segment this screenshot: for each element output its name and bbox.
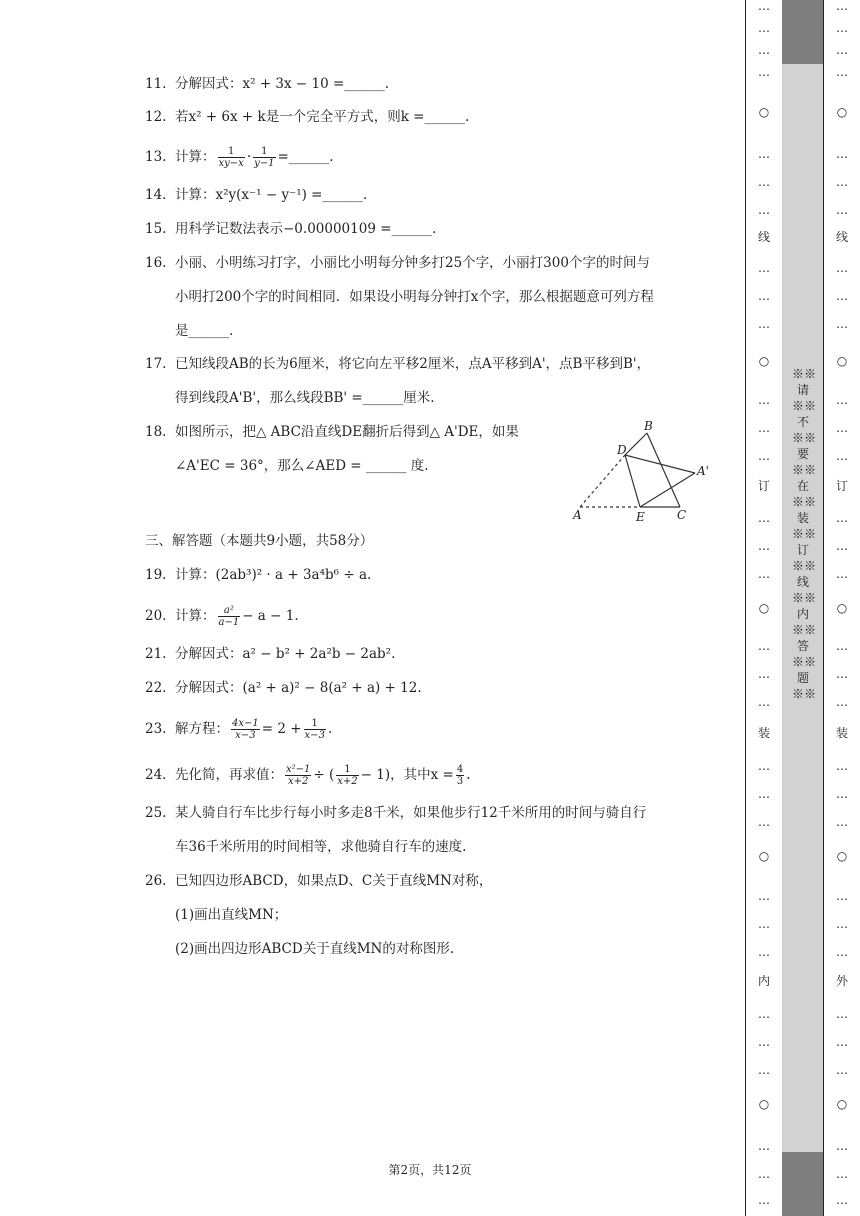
fraction: $\frac{\text{x²−1}}{x+2}$ xyxy=(286,764,311,787)
question-11 xyxy=(145,75,389,93)
dots: … xyxy=(758,43,770,57)
dots: … xyxy=(758,787,770,801)
dots: … xyxy=(758,667,770,681)
segment-DE xyxy=(625,455,640,507)
fraction: $\frac{1}{xy-x}$ xyxy=(218,146,244,169)
gray-strip-bottom-block xyxy=(782,1152,823,1216)
label-A: A xyxy=(573,508,582,522)
question-23 xyxy=(145,718,332,741)
dots: … xyxy=(836,449,848,463)
question-19 xyxy=(145,566,371,584)
question-text: 已知线段AB的长为6厘米，将它向左平移2厘米，点A平移到A'，点B平移到B'， xyxy=(175,356,651,372)
dots: … xyxy=(836,393,848,407)
question-16 xyxy=(145,254,650,272)
question-text: 已知四边形ABCD，如果点D、C关于直线MN对称， xyxy=(175,873,493,889)
dots: … xyxy=(836,759,848,773)
page-footer: 第2页，共12页 xyxy=(388,1163,472,1177)
dots: … xyxy=(758,393,770,407)
no-answer-warning: ※※请※※不※※要※※在※※装※※订※※线※※内※※答※※题※※ xyxy=(792,367,817,701)
question-text: 计算： xyxy=(175,608,216,624)
circle-mark: ○ xyxy=(836,105,848,119)
question-text: 用科学记数法表示−0.00000109 =______. xyxy=(175,221,437,237)
dots: … xyxy=(836,317,848,331)
question-text: (1)画出直线MN； xyxy=(175,907,288,923)
dots: … xyxy=(836,147,848,161)
inner-binding-line xyxy=(753,0,775,1216)
question-text: 小丽、小明练习打字，小丽比小明每分钟多打25个字，小丽打300个字的时间与 xyxy=(175,255,650,271)
dots: … xyxy=(758,1063,770,1077)
question-24 xyxy=(145,764,471,787)
question-13 xyxy=(145,146,334,169)
question-number: 13. xyxy=(145,149,167,165)
question-20 xyxy=(145,605,299,628)
dots: … xyxy=(758,261,770,275)
dots: … xyxy=(836,667,848,681)
question-number: 25. xyxy=(145,805,167,821)
question-15 xyxy=(145,220,436,238)
fraction: $\frac{4}{3}$ xyxy=(456,764,464,787)
question-text: ∠A'EC = 36°，那么∠AED = ______ 度. xyxy=(175,458,429,474)
question-number: 23. xyxy=(145,721,167,737)
dots: … xyxy=(758,1139,770,1153)
dots: … xyxy=(836,1007,848,1021)
question-26 xyxy=(145,872,492,890)
circle-mark: ○ xyxy=(836,1097,848,1111)
segment-AD-dashed xyxy=(580,455,625,507)
question-text: 若x² + 6x + k是一个完全平方式，则k =______. xyxy=(175,109,470,125)
question-text: 是______. xyxy=(175,323,234,339)
dots: … xyxy=(836,815,848,829)
question-text: = 2 + xyxy=(261,721,302,737)
dots: … xyxy=(836,1167,848,1181)
dots: … xyxy=(836,1035,848,1049)
question-22 xyxy=(145,679,422,697)
fraction: $\frac{1}{y-1}$ xyxy=(254,146,275,169)
question-number: 15. xyxy=(145,221,167,237)
triangle-fold-figure xyxy=(565,415,725,527)
dots: … xyxy=(758,0,770,13)
circle-mark: ○ xyxy=(758,849,770,863)
question-number: 19. xyxy=(145,567,167,583)
dots: … xyxy=(836,945,848,959)
question-text: 车36千米所用的时间相等，求他骑自行车的速度. xyxy=(175,839,467,855)
dots: … xyxy=(836,639,848,653)
question-text: 得到线段A'B'，那么线段BB' =______厘米. xyxy=(175,390,435,406)
dots: … xyxy=(836,787,848,801)
gray-strip-top-block xyxy=(782,0,823,64)
question-text: . xyxy=(466,767,471,783)
question-14 xyxy=(145,186,367,204)
dots: … xyxy=(836,289,848,303)
dots: … xyxy=(836,203,848,217)
question-text: 先化简，再求值： xyxy=(175,767,283,783)
mark-zhuang: 装 xyxy=(757,726,770,740)
question-text: 计算： xyxy=(175,149,216,165)
question-text: (2)画出四边形ABCD关于直线MN的对称图形. xyxy=(175,941,455,957)
question-text: =______. xyxy=(277,149,334,165)
segment-BC xyxy=(647,433,680,507)
question-12 xyxy=(145,108,469,126)
mark-ding: 订 xyxy=(835,479,848,493)
circle-mark: ○ xyxy=(836,601,848,615)
fraction: $\frac{4x-1}{x-3}$ xyxy=(232,718,259,741)
question-21 xyxy=(145,645,395,663)
question-number: 22. xyxy=(145,680,167,696)
circle-mark: ○ xyxy=(758,105,770,119)
dots: … xyxy=(758,421,770,435)
question-text: ÷ ( xyxy=(313,767,335,783)
circle-mark: ○ xyxy=(758,1097,770,1111)
dots: … xyxy=(836,1193,848,1207)
question-text: − 1)，其中x = xyxy=(360,767,454,783)
question-text: 分解因式：a² − b² + 2a²b − 2ab². xyxy=(175,646,396,662)
question-text: 分解因式：x² + 3x − 10 =______. xyxy=(175,76,390,92)
dots: … xyxy=(836,1063,848,1077)
dots: … xyxy=(836,65,848,79)
dots: … xyxy=(836,21,848,35)
fraction: $\frac{1}{x+2}$ xyxy=(337,764,358,787)
question-text: 计算：(2ab³)² · a + 3a⁴b⁶ ÷ a. xyxy=(175,567,372,583)
question-text: 解方程： xyxy=(175,721,229,737)
dots: … xyxy=(758,759,770,773)
dots: … xyxy=(758,917,770,931)
dots: … xyxy=(758,65,770,79)
dots: … xyxy=(758,945,770,959)
segment-DA2 xyxy=(625,455,695,473)
question-text: 某人骑自行车比步行每小时多走8千米，如果他步行12千米所用的时间与骑自行 xyxy=(175,805,647,821)
dots: … xyxy=(758,203,770,217)
dots: … xyxy=(758,449,770,463)
question-number: 16. xyxy=(145,255,167,271)
dots: … xyxy=(758,289,770,303)
label-E: E xyxy=(636,510,645,524)
fraction: $\frac{1}{x-3}$ xyxy=(304,718,325,741)
outer-binding-line xyxy=(831,0,853,1216)
question-text: 如图所示，把△ ABC沿直线DE翻折后得到△ A'DE，如果 xyxy=(175,424,519,440)
mark-xian: 线 xyxy=(835,230,848,244)
dots: … xyxy=(836,1139,848,1153)
question-text: 小明打200个字的时间相同．如果设小明每分钟打x个字，那么根据题意可列方程 xyxy=(175,289,654,305)
label-A-prime: A' xyxy=(697,464,709,478)
dots: … xyxy=(758,1007,770,1021)
dots: … xyxy=(836,567,848,581)
dots: … xyxy=(758,567,770,581)
circle-mark: ○ xyxy=(836,849,848,863)
question-number: 21. xyxy=(145,646,167,662)
question-number: 24. xyxy=(145,767,167,783)
dots: … xyxy=(836,695,848,709)
circle-mark: ○ xyxy=(836,354,848,368)
dots: … xyxy=(758,815,770,829)
question-number: 12. xyxy=(145,109,167,125)
dots: … xyxy=(758,317,770,331)
dots: … xyxy=(758,1167,770,1181)
question-text: 分解因式：(a² + a)² − 8(a² + a) + 12. xyxy=(175,680,422,696)
mark-wai: 外 xyxy=(835,974,848,988)
question-number: 20. xyxy=(145,608,167,624)
dots: … xyxy=(836,43,848,57)
question-number: 26. xyxy=(145,873,167,889)
dots: … xyxy=(758,889,770,903)
question-18 xyxy=(145,423,519,441)
dots: … xyxy=(836,261,848,275)
mark-ding: 订 xyxy=(757,479,770,493)
circle-mark: ○ xyxy=(758,601,770,615)
mark-xian: 线 xyxy=(757,230,770,244)
dots: … xyxy=(758,639,770,653)
dots: … xyxy=(758,1193,770,1207)
label-C: C xyxy=(677,508,687,522)
dots: … xyxy=(836,917,848,931)
mark-nei: 内 xyxy=(757,974,770,988)
question-text: . xyxy=(327,721,333,737)
dots: … xyxy=(836,889,848,903)
dot-operator: · xyxy=(246,149,252,165)
dots: … xyxy=(836,0,848,13)
dots: … xyxy=(758,511,770,525)
dots: … xyxy=(758,147,770,161)
circle-mark: ○ xyxy=(758,354,770,368)
dots: … xyxy=(758,21,770,35)
section-heading: 三、解答题（本题共9小题，共58分） xyxy=(145,533,374,549)
dots: … xyxy=(758,175,770,189)
dots: … xyxy=(836,175,848,189)
question-number: 17. xyxy=(145,356,167,372)
question-25 xyxy=(145,804,646,822)
question-text: 计算：x²y(x⁻¹ − y⁻¹) =______. xyxy=(175,187,368,203)
dots: … xyxy=(836,421,848,435)
question-number: 14. xyxy=(145,187,167,203)
dots: … xyxy=(836,539,848,553)
dots: … xyxy=(758,1035,770,1049)
label-B: B xyxy=(644,419,653,433)
question-number: 18. xyxy=(145,424,167,440)
label-D: D xyxy=(617,443,627,457)
dots: … xyxy=(758,539,770,553)
mark-zhuang: 装 xyxy=(835,726,848,740)
segment-DB xyxy=(625,433,647,455)
fraction: $\frac{\text{a²}}{a-1}$ xyxy=(218,605,240,628)
dots: … xyxy=(836,511,848,525)
question-number: 11. xyxy=(145,76,167,92)
question-text: − a − 1. xyxy=(242,608,299,624)
dots: … xyxy=(758,695,770,709)
question-17 xyxy=(145,355,650,373)
